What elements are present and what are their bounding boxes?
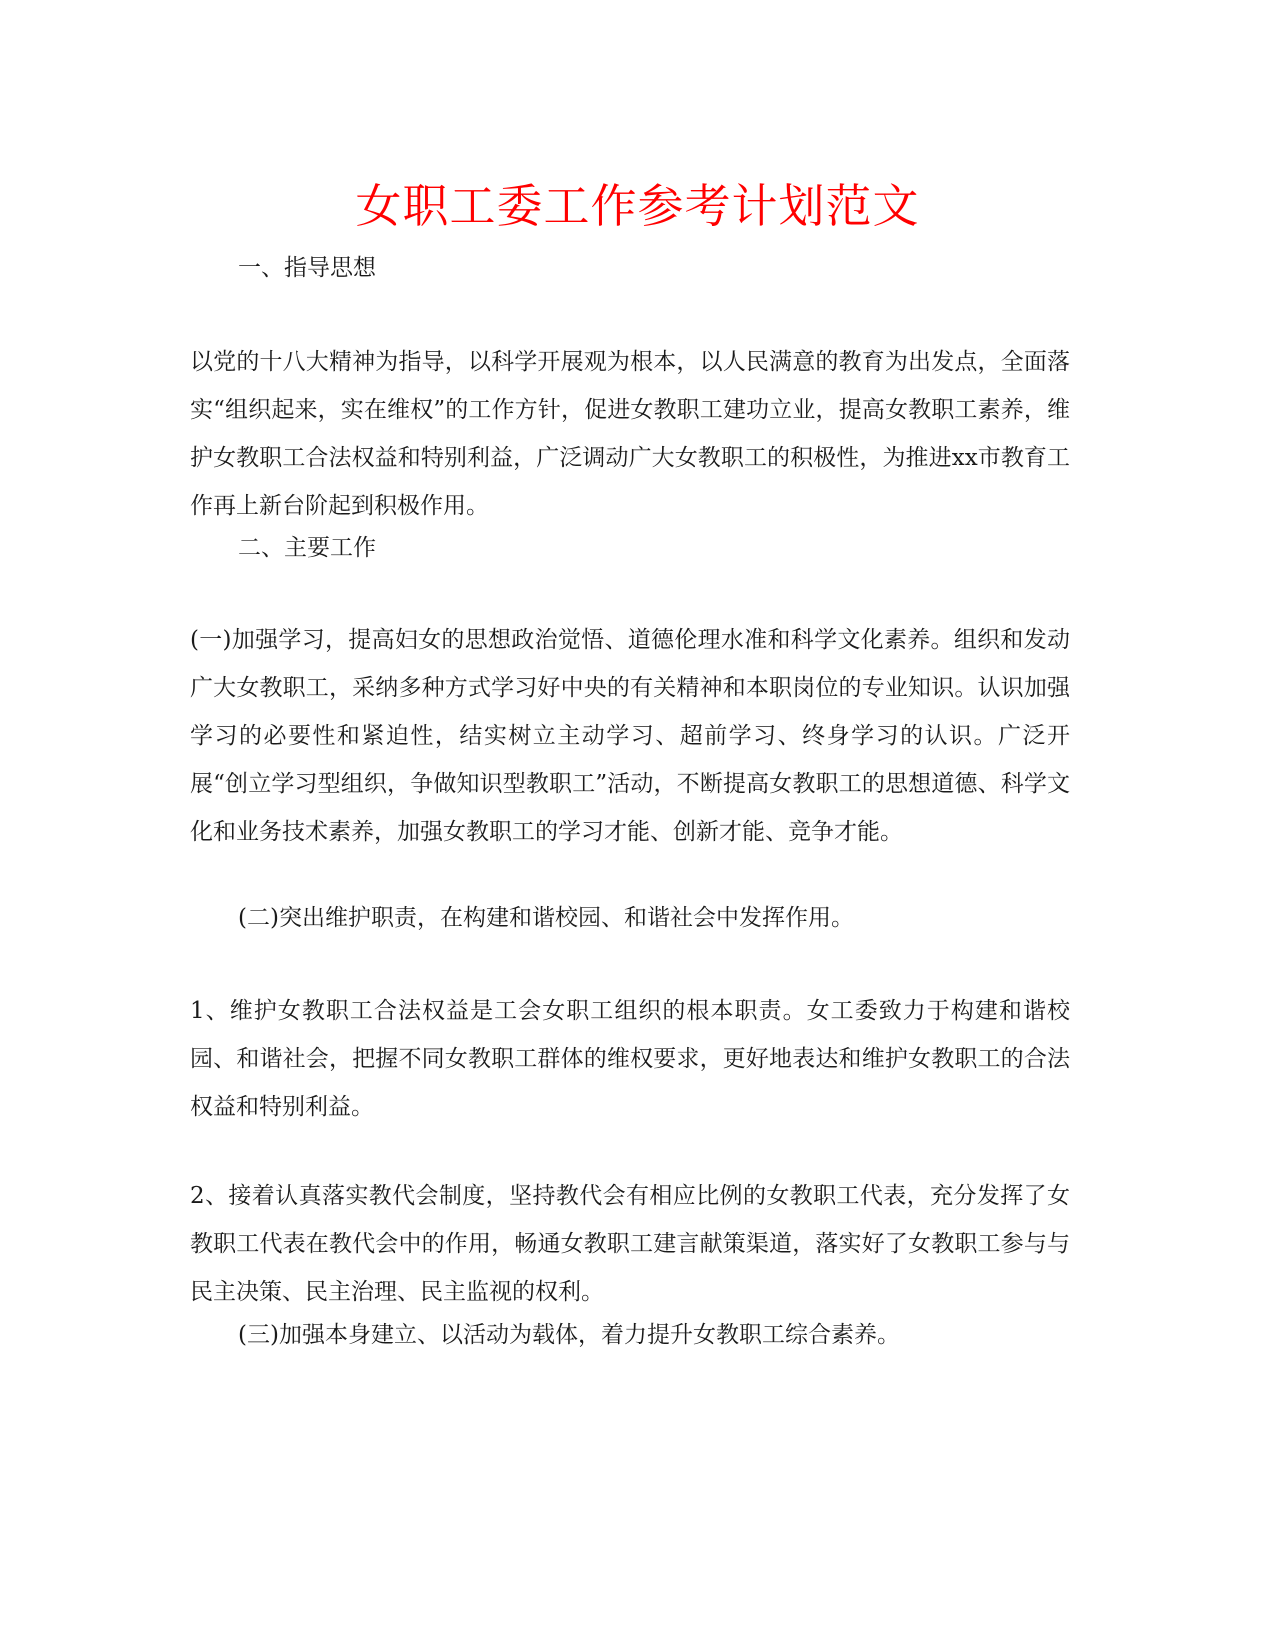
paragraph-item-1: (一)加强学习，提高妇女的思想政治觉悟、道德伦理水准和科学文化素养。组织和发动广大女教职工，采纳多种方式学习好中央的有关精神和本职岗位的专业知识。认识加强学习的必要性和紧迫性，结实树立主动学习、超前学习、终身学习的认识。广泛开展“创立学习型组织，争做知识型教职工”活动，不断提高女教职工的思想道德、科学文化和业务技术素养，加强女教职工的学习才能、创新才能、竞争才能。 bbox=[190, 627, 1070, 845]
paragraph-point-2: 2、接着认真落实教代会制度，坚持教代会有相应比例的女教职工代表，充分发挥了女教职工代表在教代会中的作用，畅通女教职工建言献策渠道，落实好了女教职工参与与民主决策、民主治理、民主监视的权利。 bbox=[190, 1183, 1070, 1305]
paragraph-point-1: 1、维护女教职工合法权益是工会女职工组织的根本职责。女工委致力于构建和谐校园、和谐社会，把握不同女教职工群体的维权要求，更好地表达和维护女教职工的合法权益和特别利益。 bbox=[190, 998, 1070, 1120]
paragraph-item-2: (二)突出维护职责，在构建和谐校园、和谐社会中发挥作用。 bbox=[238, 905, 854, 931]
document-title: 女职工委工作参考计划范文 bbox=[355, 179, 920, 233]
section-heading-2: 二、主要工作 bbox=[238, 535, 376, 561]
paragraph-item-3: (三)加强本身建立、以活动为载体，着力提升女教职工综合素养。 bbox=[238, 1322, 900, 1348]
section-heading-1: 一、指导思想 bbox=[238, 255, 376, 281]
paragraph-guiding-ideology: 以党的十八大精神为指导，以科学开展观为根本，以人民满意的教育为出发点，全面落实“组织起来，实在维权”的工作方针，促进女教职工建功立业，提高女教职工素养，维护女教职工合法权益和特别利益，广泛调动广大女教职工的积极性，为推进xx市教育工作再上新台阶起到积极作用。 bbox=[190, 349, 1070, 519]
